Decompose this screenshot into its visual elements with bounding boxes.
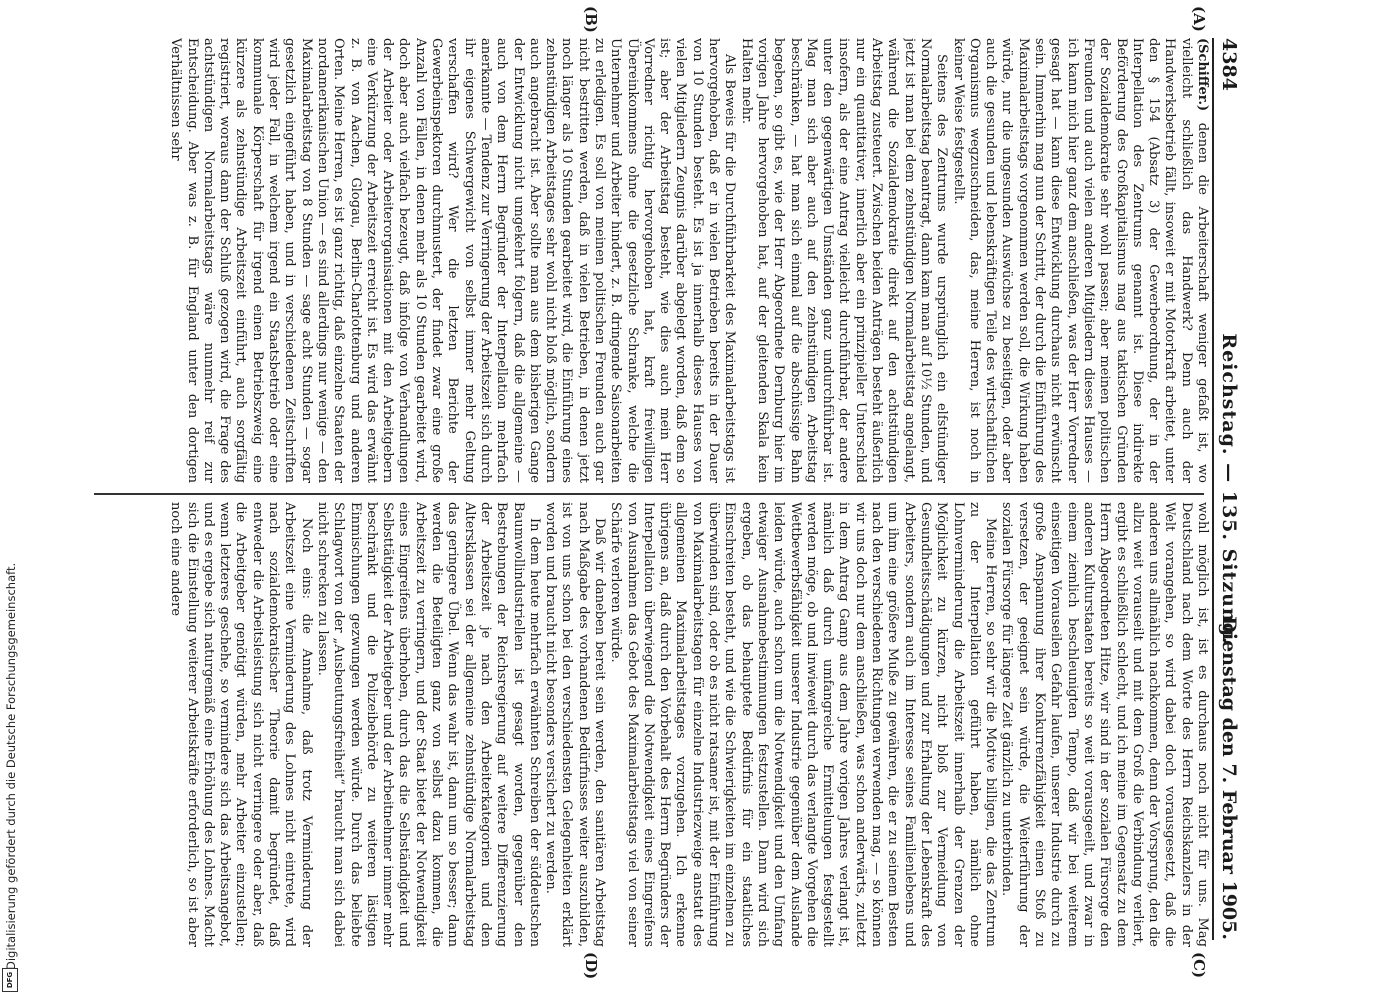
right-paragraph-3: Daß wir daneben bereit sein werden, den sanitären Arbeitstag nach Maßgabe des vorhandenen Bedürfnisses weiter auszubilden, ist von uns schon bei den verschiedensten Gelegenheiten erklärt worden und braucht nicht besonders versichert zu werden. xyxy=(543,502,608,947)
speaker-paragraph xyxy=(949,38,1210,483)
left-column xyxy=(80,38,1210,483)
margin-mark-d: (D) xyxy=(582,952,600,980)
right-paragraph-2: Meine Herren, so sehr wir die Motive billigen, die das Zentrum zu der Interpellation geführt haben, nämlich ohne Lohnverminderung die Arbeitszeit innerhalb der Grenzen der Möglichkeit zu kürzen, nicht bloß zur Vermeidung von Gesundheitsschädigungen und zur Erhaltung der Lebenskraft des Arbeiters, sondern auch im Interesse seines Familienlebens und um ihm eine größere Muße zu gewähren, die er zu seinem Besten nach den verschiedenen Richtungen verwenden mag, — so können wir uns doch nur dem anschließen, was schon anderwärts, zuletzt in dem Antrag Gamp aus dem Jahre vorigen Jahres verlangt ist, nämlich daß durch umfangreiche Ermittelungen festgestellt werden möge, ob und inwieweit durch das verlangte Vorgehen die Wettbewerbsfähigkeit unserer Industrie gegenüber dem Auslande leiden würde, auch schon um die Notwendigkeit und den Umfang etwaiger Ausnahmebestimmungen festzustellen. Dann wird sich ergeben, ob das behauptete Bedürfnis für ein staatliches Einschreiten besteht, und wie die Schwierigkeiten im einzelnen zu überwinden sind, oder ob es nicht ratsamer ist, mit der Einführung von Maximalarbeitstagen für einzelne Industriezweige anstatt des allgemeinen Maximalarbeitstages vorzugehen. Ich erkenne übrigens an, daß durch den Vorbehalt des Herrn Begründers der Interpellation überwiegend die Notwendigkeit eines Eingreifens von Ausnahmen das Gebot des Maximalarbeitstags viel von seiner Schärfe verloren würde. xyxy=(608,502,999,947)
page-number: 4384 xyxy=(1218,38,1240,91)
margin-mark-a: (A) xyxy=(1190,6,1208,32)
right-paragraph-5: Noch eins: die Annahme, daß trotz Verminderung der Arbeitszeit eine Verminderung des Lohnes nicht eintrete, wird nach sozialdemokratischer Theorie damit begründet, daß entweder die Arbeitsleistung sich nicht verringere oder aber, daß die Arbeitgeber genötigt würden, mehr Arbeiter einzustellen; wenn letzteres geschehe, so vermindere sich das Arbeitsangebot, und es ergebe sich naturgemäß eine Erhöhung des Lohnes. Macht sich die Einstellung weiterer Arbeitskräfte erforderlich, so ist aber noch eine andere xyxy=(168,502,314,947)
header-rule xyxy=(1212,38,1214,940)
margin-mark-c: (C) xyxy=(1190,952,1208,979)
session-title: Reichstag. — 135. Sitzung. xyxy=(1218,333,1240,645)
left-paragraph-2: Seitens des Zentrums wurde ursprünglich ein elfstündiger Normalarbeitstag beantragt, dann kam man auf 10½ Stunden, und jetzt ist man bei dem zehnstündigen Normalarbeitstag angelangt, während die Sozialdemokratie direkt auf den achtstündigen Arbeitstag zusteuert. Zwischen beiden Anträgen besteht äußerlich nur ein quantitativer, innerlich aber ein prinzipieller Unterschied insofern, als der eine Antrag vielleicht durchführbar, der andere unter den gegenwärtigen Umständen ganz undurchführbar ist. Mag man sich aber auch auf den zehnstündigen Arbeitstag beschränken, — hat man sich einmal auf die abschüssige Bahn begeben, so gibt es, wie der Herr Abgeordnete Dernburg hier im vorigen Jahre hervorgehoben hat, auf der gleitenden Skala kein Halten mehr. xyxy=(738,38,950,483)
dfg-logo xyxy=(2,968,18,992)
digitization-note xyxy=(2,562,20,1000)
page-header xyxy=(1214,38,1242,940)
digitization-text: Digitalisierung gefördert durch die Deutsche Forschungsgemeinschaft. xyxy=(4,562,18,970)
right-paragraph-4: In dem heute mehrfach erwähnten Schreiben der süddeutschen Baumwollindustriellen ist gesagt worden, gegenüber den Bestrebungen der Reichsregierung auf weitere Differenzierung der Arbeitszeit je nach den Arbeiterkategorien und den Altersklassen sei der allgemeine zehnstündige Normalarbeitstag das geringere Übel. Wenn das wahr ist, dann um so besser; dann werden die Beteiligten ganz von selbst dazu kommen, die Arbeitszeit zu verringern, und der Staat bietet der Notwendigkeit eines Eingreifens überhoben, durch das die Selbständigkeit und Selbsttätigkeit der Arbeitgeber und der Arbeitnehmer immer mehr beschränkt und die Polizeibehörde zu weiteren lästigen Einmischungen gezwungen werden würde. Durch das beliebte Schlagwort von der „Ausbeutungsfreiheit“ braucht man sich dabei nicht schrecken zu lassen. xyxy=(314,502,542,947)
left-paragraph-1: denen die Arbeiterschaft weniger gefaßt ist, wo vielleicht schließlich das Handwerk? Denn auch der Handwerksbetrieb fällt, insoweit er mit Motorkraft arbeitet, unter den § 154 (Absatz 3) der Gewerbeordnung, der in der Interpellation des Zentrums genannt ist. Diese indirekte Beförderung des Großkapitalismus mag aus taktischen Gründen der Sozialdemokratie sehr wohl passen; aber meinen politischen Freunden und auch vielen anderen Mitgliedern dieses Hauses — ich kann mich hier ganz dem anschließen, was der Herr Vorredner gesagt hat — kann diese Entwicklung durchaus nicht erwünscht sein. Immerhin mag nun der Schritt, der durch die Einführung des Maximalarbeitstags vorgenommen werden soll, die Wirkung haben würde, nur die ungesunden Auswüchse zu beseitigen, oder aber auch die gesunden und lebenskräftigen Teile des wirtschaftlichen Organismus wegzuschneiden, das, meine Herren, ist noch in keiner Weise festgestellt. xyxy=(950,38,1210,483)
speaker-name: (Schiffer.) xyxy=(1195,38,1210,112)
left-paragraph-3: Als Beweis für die Durchführbarkeit des Maximalarbeitstags ist hervorgehoben, daß er in vielen Betrieben bereits in der Dauer von 10 Stunden besteht. Es ist ja innerhalb dieses Hauses von vielen Mitgliedern Zeugnis darüber abgelegt worden, daß dem so ist; aber der Arbeitstag besteht, wie dies auch mein Herr Vorredner richtig hervorgehoben hat, kraft freiwilligen Übereinkommens ohne die gesetzliche Schranke, welche die Unternehmer und Arbeiter hindert, z. B. dringende Saisonarbeiten zu erledigen. Es soll von meinen politischen Freunden auch gar nicht bestritten werden, daß in vielen Betrieben, in denen jetzt noch länger als 10 Stunden gearbeitet wird, die Einführung eines zehnstündigen Arbeitstages sehr wohl nicht bloß möglich, sondern auch angebracht ist. Aber sollte man aus dem bisherigen Gange der Entwicklung nicht umgekehrt folgern, daß die allgemeine — auch von dem Herrn Begründer der Interpellation mehrfach anerkannte — Tendenz zur Verringerung der Arbeitszeit sich durch ihr eigenes Schwergewicht von selbst immer mehr Geltung verschaffen wird? Wer die letzten Berichte der Gewerbeinspektoren durchmustert, der findet zwar eine große Anzahl von Fällen, in denen mehr als 10 Stunden gearbeitet wird, doch aber auch vielfach bezeugt, daß infolge von Verhandlungen der Arbeiter oder Arbeiterorganisationen mit den Arbeitgebern eine Verkürzung der Arbeitszeit erreicht ist. Es wird das erwähnt z. B. von Aachen, Glogau, Berlin-Charlottenburg und anderen Orten. Meine Herren, es ist ganz richtig, daß einzelne Staaten der nordamerikanischen Union — es sind allerdings nur wenige — den Maximalarbeitstag von 8 Stunden — sage acht Stunden — sogar gesetzlich eingeführt haben, und in verschiedenen Zeitschriften wird jeder Fall, in welchem irgend ein Staatsbetrieb oder eine kommunale Körperschaft für irgend einen Betriebszweig eine kürzere als zehnstündige Arbeitszeit einführt, auch sorgfältig registriert, woraus dann der Schluß gezogen wird, die Frage des achtstündigen Normalarbeitstags wäre nunmehr reif zur Entscheidung. Aber was z. B. für England unter den dortigen Verhältnissen sehr xyxy=(168,38,738,483)
session-date: Dienstag den 7. Februar 1905. xyxy=(1218,616,1240,940)
column-divider xyxy=(94,493,1204,495)
right-paragraph-1: wohl möglich ist, ist es durchaus noch nicht für uns. Mag Deutschland nach dem Worte des Herrn Reichskanzlers in der Welt vorangehen, so wird dabei doch vorausgesetzt, daß die anderen uns allmählich nachkommen, denn der Vorsprung, den die allzu weit vorauseilt und mit dem Groß die Verbindung verliert, ergibt es schließlich schlecht, und ich meine im Gegensatz zu dem Herrn Abgeordneten Hitze, wir sind in der sozialen Fürsorge den anderen Kulturstaaten bereits so weit vorausgeeilt, und zwar in einem ziemlich beschleunigten Tempo, daß wir bei weiterem einseitigen Vorauseilen Gefahr laufen, unserer Industrie durch zu große Anspannung ihrer Konkurrenzfähigkeit einen Stoß zu versetzen, der geeignet sein würde, die Weiterführung der sozialen Fürsorge für längere Zeit gänzlich zu unterbinden. xyxy=(999,502,1210,947)
scanned-page xyxy=(80,0,1300,1000)
margin-mark-b: (B) xyxy=(582,6,600,33)
dfg-logo-text: DFG xyxy=(6,971,14,989)
right-column xyxy=(80,502,1210,947)
